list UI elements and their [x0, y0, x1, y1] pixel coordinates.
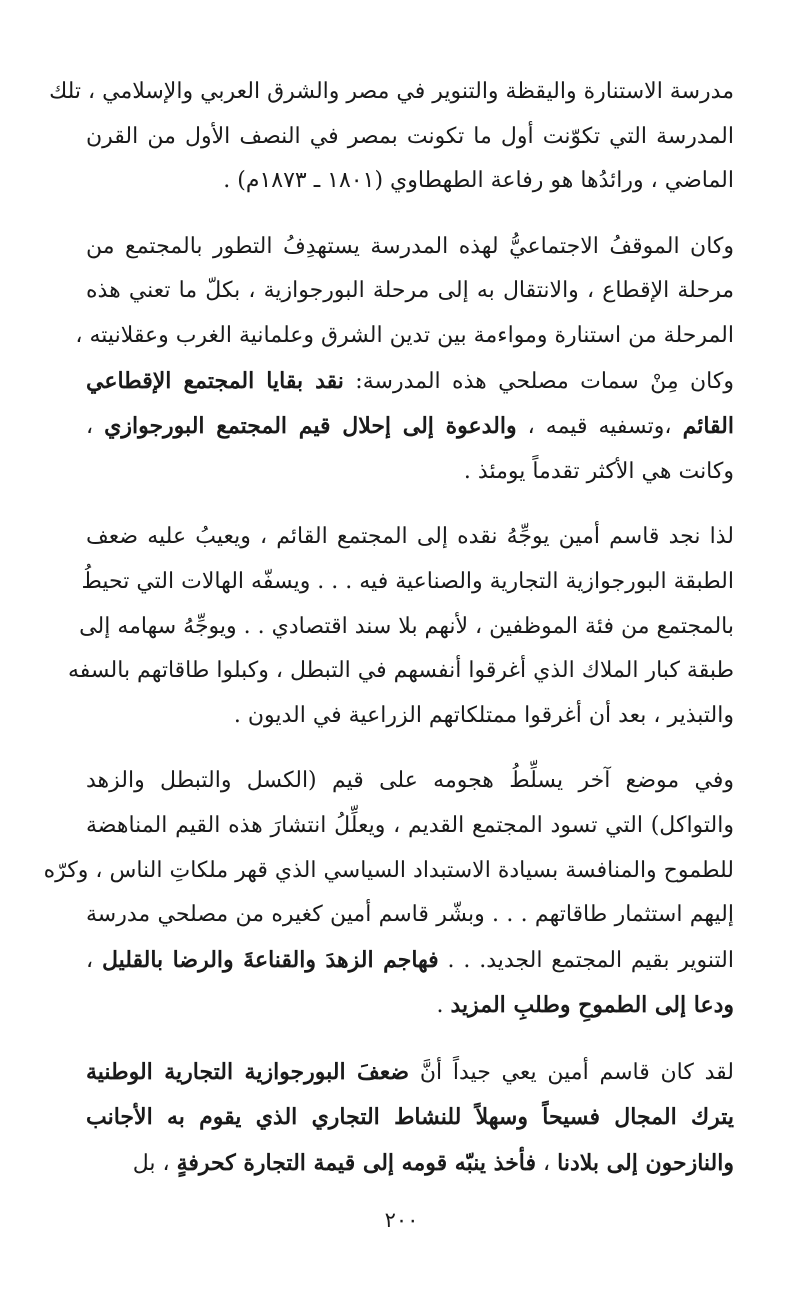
text-run: مدرسة الاستنارة واليقظة والتنوير في مصر والشرق العربي والإسلامي ، تلك — [49, 79, 734, 104]
bold-text: نقد بقايا المجتمع الإقطاعي — [86, 367, 344, 394]
text-line — [86, 983, 734, 1029]
text-run: ،وتسفيه قيمه ، — [516, 414, 683, 440]
text-run: ، — [86, 414, 105, 440]
paragraph-3 — [67, 515, 734, 738]
text-line — [81, 560, 734, 605]
text-line — [86, 404, 734, 450]
document-page — [43, 70, 734, 1208]
text-run: الطبقة البورجوازية التجارية والصناعية فيه . . . ويسفّه الهالات التي تحيطُ — [81, 568, 734, 594]
text-run: وكان الموقفُ الاجتماعيُّ لهذه المدرسة يستهدِفُ التطور بالمجتمع من — [86, 233, 734, 259]
bold-text: فهاجم الزهدَ والقناعةَ والرضا بالقليل — [101, 946, 439, 973]
text-run: ، — [536, 1151, 558, 1177]
text-run: التنوير بقيم المجتمع الجديد. . . — [438, 947, 734, 973]
text-run: والتبذير ، بعد أن أغرقوا ممتلكاتهم الزراعية في الديون . — [233, 702, 734, 728]
text-line — [86, 159, 734, 204]
text-line — [86, 893, 734, 938]
text-run: طبقة كبار الملاك الذي أغرقوا أنفسهم في التبطل ، وكبلوا طاقاتهم بالسفه — [67, 658, 734, 684]
text-line — [49, 70, 734, 115]
text-line — [75, 314, 734, 359]
text-line — [43, 849, 734, 894]
text-run: ، — [86, 947, 102, 973]
text-line — [67, 649, 734, 694]
text-line — [86, 804, 734, 849]
bold-text: يترك المجال فسيحاً وسهلاً للنشاط التجاري الذي يقوم به الأجانب — [86, 1104, 734, 1131]
text-line — [86, 115, 734, 160]
text-run: المدرسة التي تكوّنت أول ما تكونت بمصر في النصف الأول من القرن — [86, 123, 734, 149]
text-run: المرحلة من استنارة ومواءمة بين تدين الشرق وعلمانية الغرب وعقلانيته ، — [75, 322, 734, 348]
text-line — [86, 759, 734, 804]
bold-text: فأخذ ينبّه قومه إلى قيمة التجارة كحرفةٍ — [176, 1150, 537, 1177]
paragraph-4 — [43, 759, 734, 1029]
text-line — [86, 450, 734, 495]
bold-text: والدعوة إلى إحلال قيم المجتمع البورجوازي — [104, 413, 517, 440]
text-run: بالمجتمع من فئة الموظفين ، لأنهم بلا سند اقتصادي . . ويوجِّهُ سهامه إلى — [79, 613, 734, 639]
text-run: الماضي ، ورائدُها هو رفاعة الطهطاوي (١٨٠١ ـ ١٨٧٣م) . — [223, 168, 734, 194]
text-line — [86, 515, 734, 560]
text-run: وكان مِنْ سمات مصلحي هذه المدرسة: — [343, 368, 734, 394]
text-line — [86, 938, 734, 984]
text-line — [86, 694, 734, 739]
text-run: لقد كان قاسم أمين يعي جيداً أنَّ — [409, 1059, 734, 1085]
text-line — [86, 1050, 734, 1096]
text-line — [86, 269, 734, 314]
text-line — [86, 225, 734, 270]
text-run: إليهم استثمار طاقاتهم . . . وبشّر قاسم أمين كغيره من مصلحي مدرسة — [86, 902, 734, 928]
bold-text: ودعا إلى الطموحِ وطلبِ المزيد — [450, 992, 734, 1019]
bold-text: والنازحون إلى بلادنا — [557, 1150, 734, 1177]
paragraph-1 — [49, 70, 734, 204]
text-run: مرحلة الإقطاع ، والانتقال به إلى مرحلة البورجوازية ، بكلّ ما تعني هذه — [86, 278, 734, 304]
paragraph-5 — [86, 1050, 734, 1187]
text-line — [79, 605, 734, 650]
text-line — [86, 1141, 734, 1187]
text-run: ، بل — [132, 1151, 177, 1177]
text-run: وكانت هي الأكثر تقدماً يومئذ . — [463, 458, 734, 484]
text-run: والتواكل) التي تسود المجتمع القديم ، ويعلِّلُ انتشارَ هذه القيم المناهضة — [86, 812, 734, 838]
page-number: ٢٠٠ — [384, 1208, 419, 1232]
text-line — [86, 1095, 734, 1141]
text-run: وفي موضع آخر يسلِّطُ هجومه على قيم (الكسل والتبطل والزهد — [86, 768, 734, 794]
text-line — [86, 359, 734, 405]
bold-text: ضعفَ البورجوازية التجارية الوطنية — [86, 1058, 410, 1085]
paragraph-2 — [75, 225, 734, 495]
text-run: لذا نجد قاسم أمين يوجِّهُ نقده إلى المجتمع القائم ، ويعيبُ عليه ضعف — [86, 524, 734, 550]
text-run: للطموح والمنافسة بسيادة الاستبداد السياسي الذي قهر ملكاتِ الناس ، وكرّه — [43, 857, 734, 883]
bold-text: القائم — [682, 413, 734, 440]
text-run: . — [436, 993, 451, 1019]
